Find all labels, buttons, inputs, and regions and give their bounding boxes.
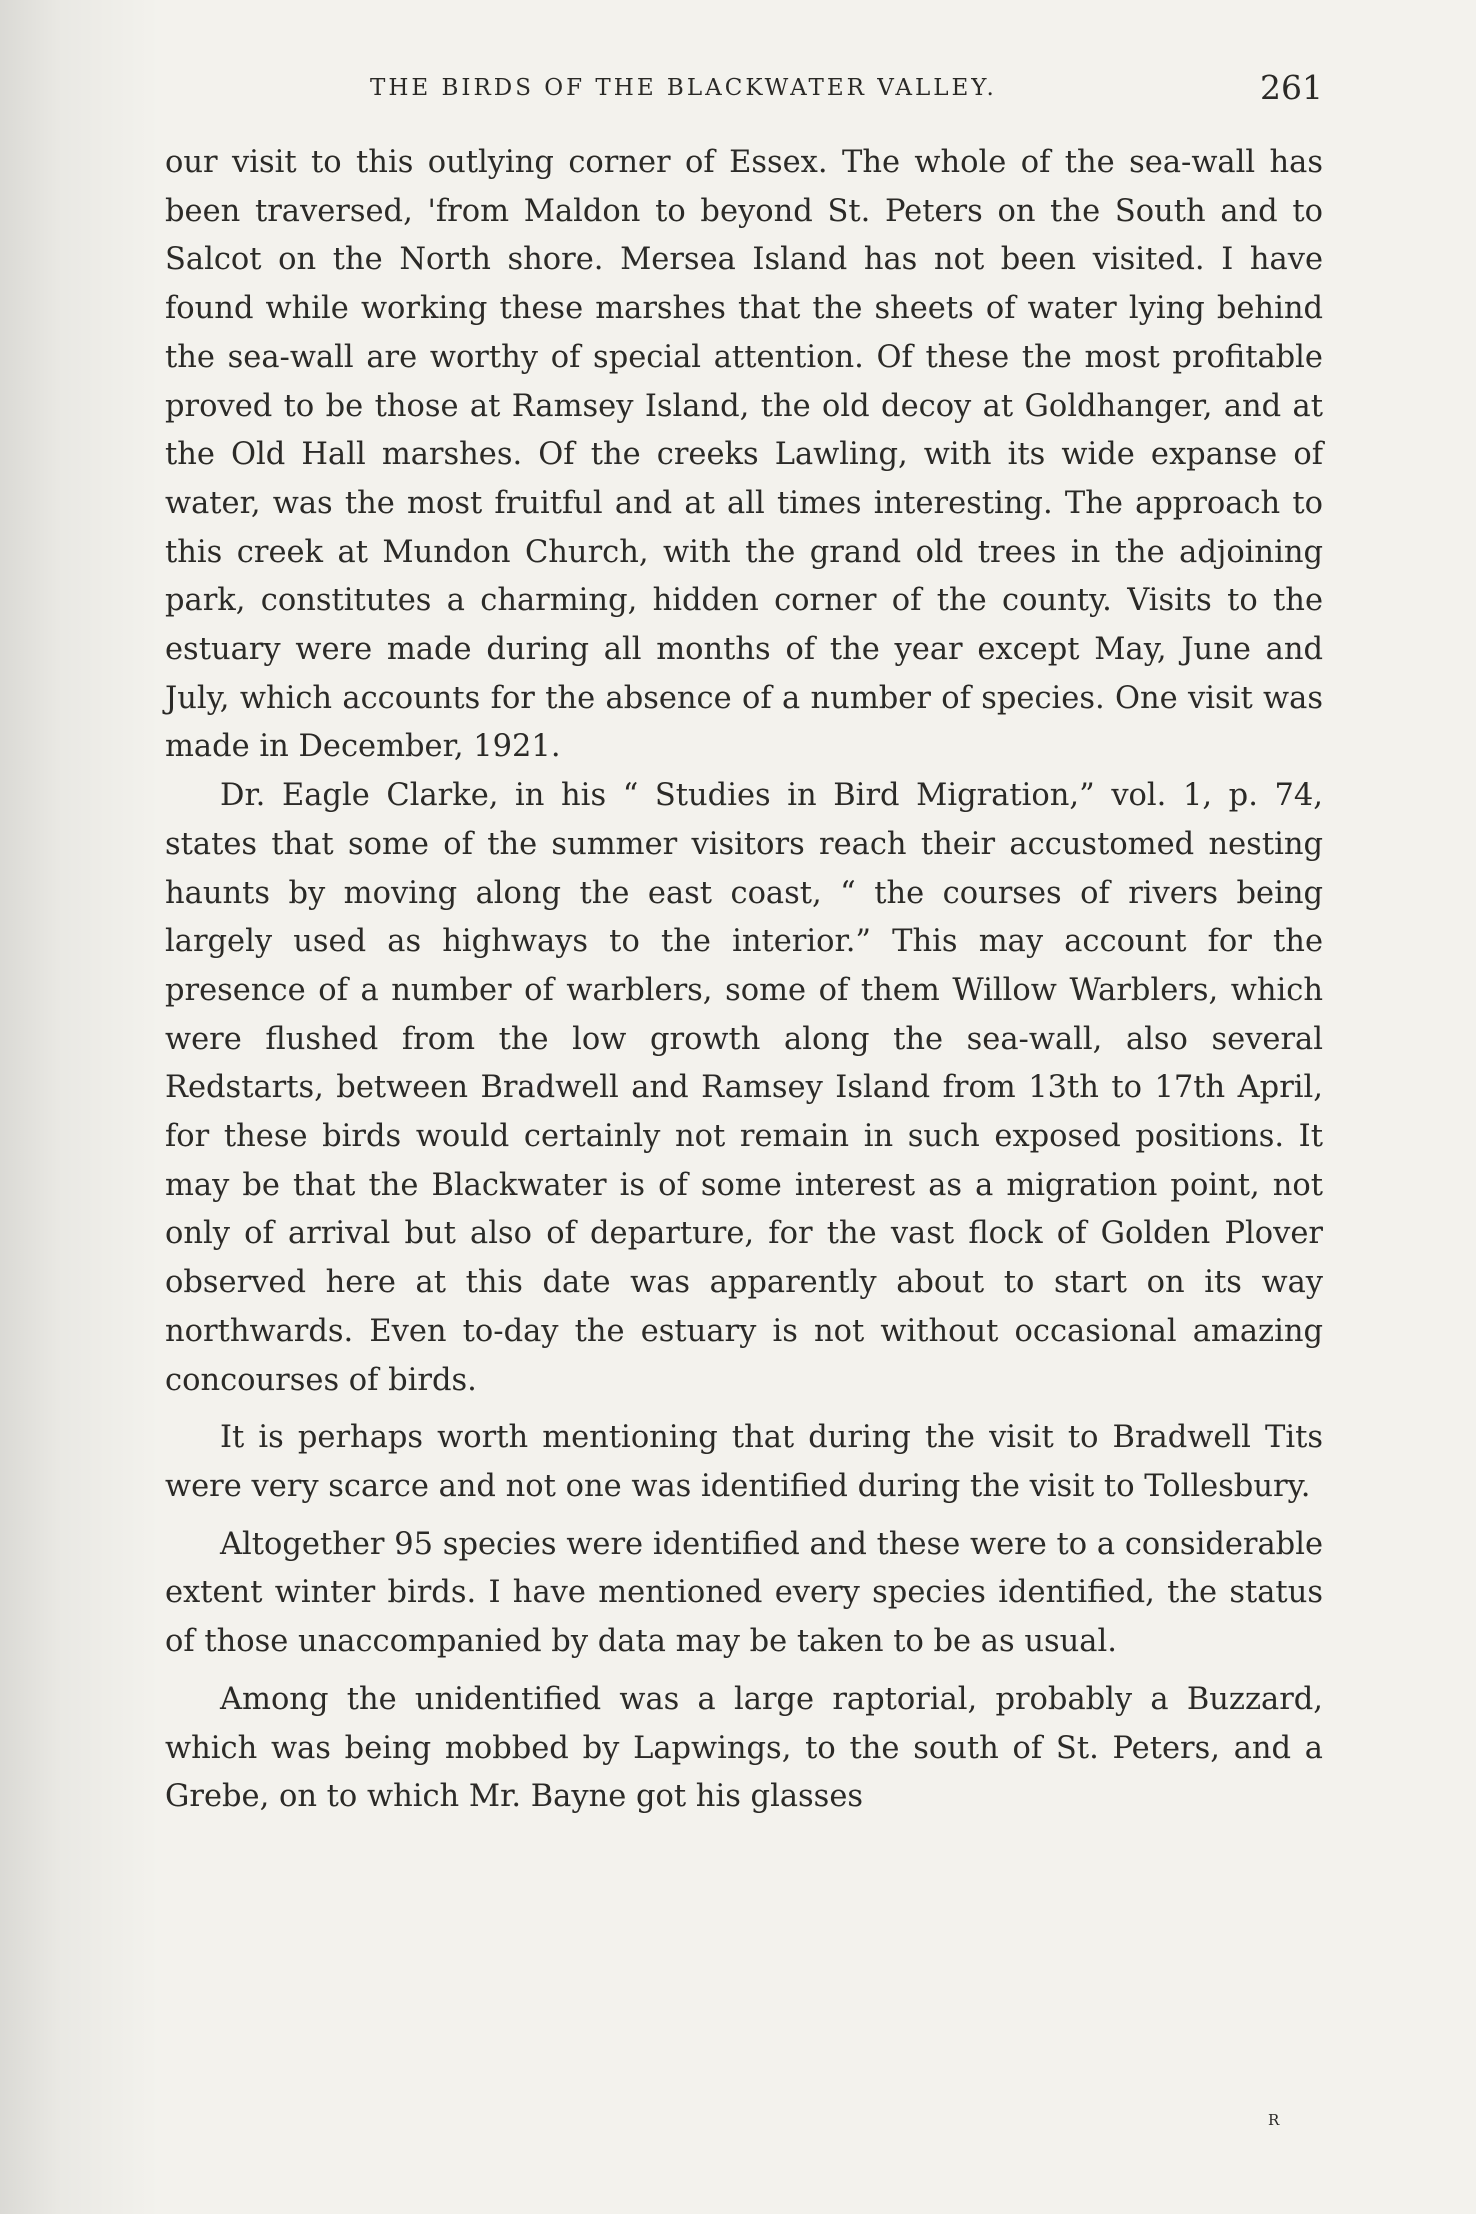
running-head [165,66,1323,110]
paragraph-tits: It is perhaps worth mentioning that during the visit to Bradwell Tits were very scarce and not one was identified during the visit to Tollesbury. [165,1420,1323,1504]
paragraph-migration: Dr. Eagle Clarke, in his “ Studies in Bird Migration,” vol. 1, p. 74, states that some of the summer visitors reach their accustomed nesting haunts by moving along the east coast, “ the courses of rivers being largely used as highways to the interior.” This may account for the presence of a number of warblers, some of them Willow Warblers, which were flushed from the low growth along the sea-wall, also several Redstarts, between Bradwell and Ramsey Island from 13th to 17th April, for these birds would certainly not remain in such exposed positions. It may be that the Blackwater is of some interest as a migration point, not only of arrival but also of departure, for the vast flock of Golden Plover observed here at this date was apparently about to start on its way northwards. Even to-day the estuary is not without occasional amazing concourses of birds. [165,778,1323,1398]
body-text [165,139,1323,1822]
paragraph-unidentified: Among the unidentified was a large raptorial, probably a Buzzard, which was being mobbed by Lapwings, to the south of St. Peters, and a Grebe, on to which Mr. Bayne got his glasses [165,1681,1323,1815]
paragraph-species-count: Altogether 95 species were identified and these were to a considerable extent winter birds. I have mentioned every species identified, the status of those unaccompanied by data may be taken to be as usual. [165,1526,1323,1660]
page-number: 261 [1260,68,1323,107]
signature-mark: R [1268,2111,1280,2129]
paragraph-continuation: our visit to this outlying corner of Essex. The whole of the sea-wall has been traversed, 'from Maldon to beyond St. Peters on the South and to Salcot on the North shore. Mersea Island has not been visited. I have found while working these marshes that the sheets of water lying behind the sea-wall are worthy of special attention. Of these the most profitable proved to be those at Ramsey Island, the old decoy at Goldhanger, and at the Old Hall marshes. Of the creeks Lawling, with its wide expanse of water, was the most fruitful and at all times interesting. The approach to this creek at Mundon Church, with the grand old trees in the adjoining park, constitutes a charming, hidden corner of the county. Visits to the estuary were made during all months of the year except May, June and July, which accounts for the absence of a number of species. One visit was made in December, 1921. [165,145,1323,765]
running-title: THE BIRDS OF THE BLACKWATER VALLEY. [370,75,997,101]
